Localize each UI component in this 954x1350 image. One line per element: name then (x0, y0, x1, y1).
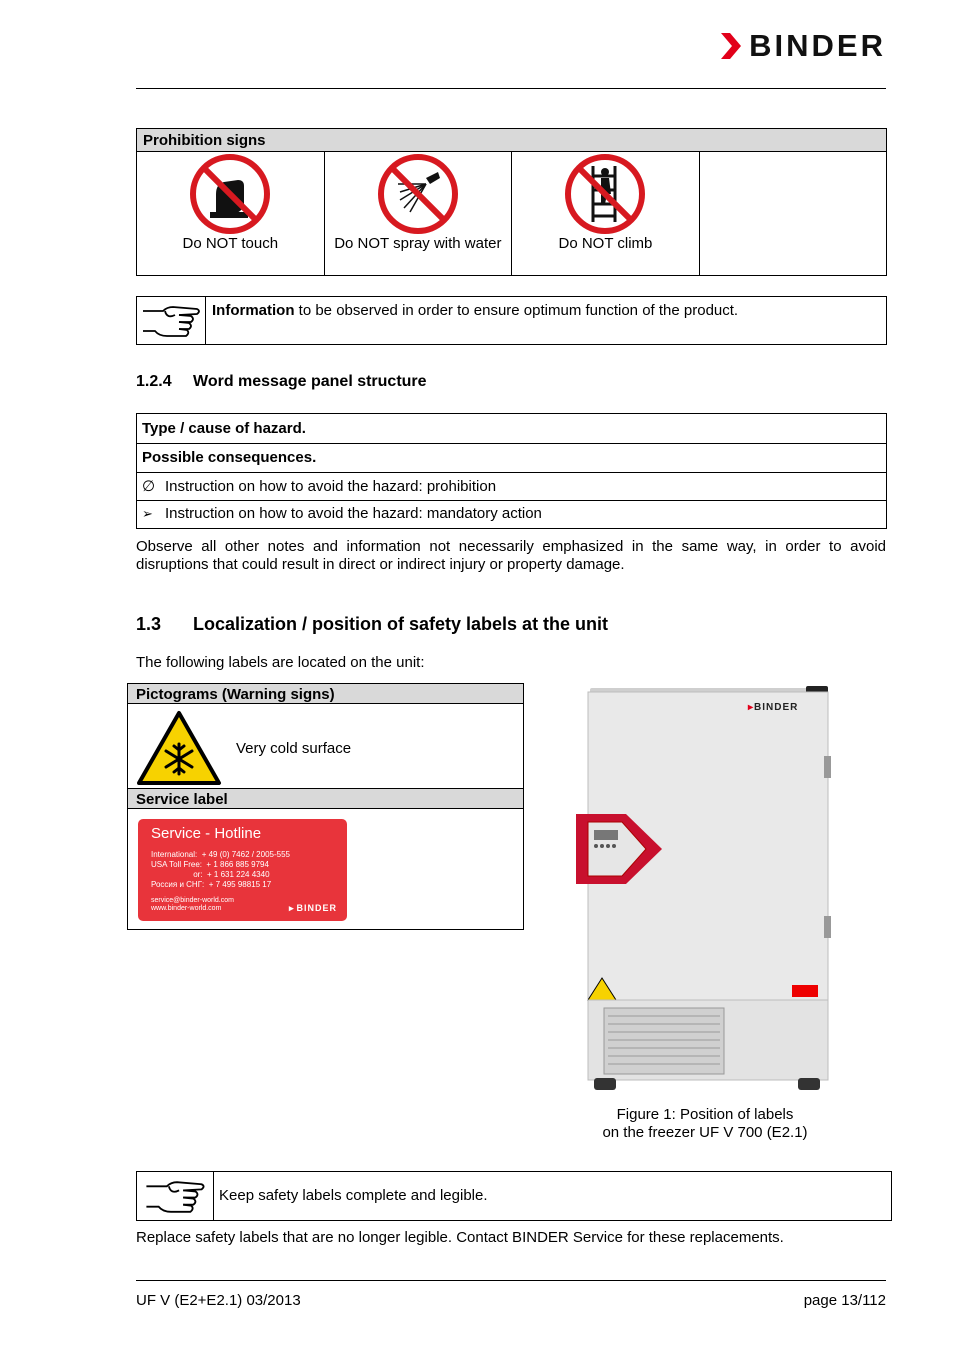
service-label-title: Service label (128, 788, 523, 809)
binder-logo (719, 30, 886, 62)
panel-consequences: Possible consequences. (142, 449, 317, 466)
sign-label: Do NOT touch (182, 235, 279, 252)
section-heading-1-3 (136, 614, 608, 635)
panel-prohibition-row (142, 477, 496, 495)
service-line: International: + 49 (0) 7462 / 2005-555 (151, 850, 290, 859)
information-bold: Information (212, 302, 295, 319)
arrow-bullet-icon: ➢ (142, 506, 153, 521)
prohibition-symbol-icon: ∅ (142, 478, 156, 495)
cold-surface-warning-icon (136, 710, 222, 786)
pointing-hand-icon (137, 297, 206, 344)
information-rest: to be observed in order to ensure optimum function of the product. (294, 302, 739, 319)
sign-label: Do NOT climb (558, 235, 653, 252)
panel-prohibition: Instruction on how to avoid the hazard: prohibition (165, 478, 497, 495)
caption-line-1: Figure 1: Position of labels (616, 1106, 794, 1123)
freezer-figure (576, 686, 838, 1094)
paragraph-labels-intro: The following labels are located on the unit: (136, 654, 425, 671)
no-climb-icon (565, 154, 645, 234)
service-web: www.binder-world.com (151, 905, 222, 912)
panel-mandatory: Instruction on how to avoid the hazard: mandatory action (165, 505, 542, 522)
section-title: Localization / position of safety labels at the unit (193, 614, 609, 634)
service-hotline-card (138, 819, 347, 921)
prohibition-signs-title: Prohibition signs (137, 129, 887, 152)
footer-document-id: UF V (E2+E2.1) 03/2013 (136, 1292, 301, 1309)
service-card-title: Service - Hotline (151, 825, 262, 842)
binder-logo-arrow-icon (719, 31, 743, 61)
service-card-brand: ▸ BINDER (288, 903, 337, 913)
caption-line-2: on the freezer UF V 700 (E2.1) (602, 1124, 808, 1141)
section-number: 1.3 (136, 614, 162, 634)
panel-mandatory-row (142, 505, 542, 522)
information-text (212, 302, 738, 319)
footer-page-number: page 13/112 (803, 1292, 886, 1309)
sign-cell-empty (699, 152, 886, 276)
information-box-2 (136, 1171, 892, 1221)
binder-arrow-icon: ▸ (748, 702, 755, 713)
sign-cell-no-climb (512, 152, 700, 276)
no-touch-icon (190, 154, 270, 234)
sign-label: Do NOT spray with water (334, 235, 502, 252)
freezer-brand: ▸BINDER (748, 702, 799, 713)
service-email: service@binder-world.com (151, 897, 234, 904)
word-message-panel (136, 413, 887, 529)
paragraph-replace-labels: Replace safety labels that are no longer legible. Contact BINDER Service for these replacements. (136, 1229, 784, 1246)
panel-type: Type / cause of hazard. (142, 420, 306, 437)
panel-divider (137, 472, 886, 473)
prohibition-signs-table (136, 128, 887, 276)
section-heading-1-2-4 (136, 373, 427, 391)
service-line: or: + 1 631 224 4340 (151, 870, 270, 879)
information-text-2: Keep safety labels complete and legible. (219, 1187, 488, 1204)
footer-rule (136, 1280, 886, 1281)
pictograms-title: Pictograms (Warning signs) (128, 683, 523, 704)
pointing-hand-icon (137, 1172, 214, 1220)
panel-divider (137, 443, 886, 444)
brand-name: BINDER (749, 28, 886, 63)
sign-cell-no-touch (137, 152, 325, 276)
panel-divider (137, 500, 886, 501)
service-line: USA Toll Free: + 1 866 885 9794 (151, 860, 269, 869)
sign-cell-no-water-spray (324, 152, 512, 276)
section-number: 1.2.4 (136, 373, 172, 390)
paragraph-notes: Observe all other notes and information not necessarily emphasized in the same way, in order to avoid disruptions that could result in direct or indirect injury or property damage. (136, 538, 886, 573)
service-line: Россия и СНГ: + 7 495 98815 17 (151, 880, 272, 889)
information-box (136, 296, 887, 345)
binder-arrow-icon: ▸ (288, 903, 295, 913)
no-water-spray-icon (378, 154, 458, 234)
figure-caption (560, 1106, 850, 1142)
header-rule (136, 88, 886, 89)
section-title: Word message panel structure (193, 373, 427, 390)
warning-label: Very cold surface (236, 740, 352, 757)
